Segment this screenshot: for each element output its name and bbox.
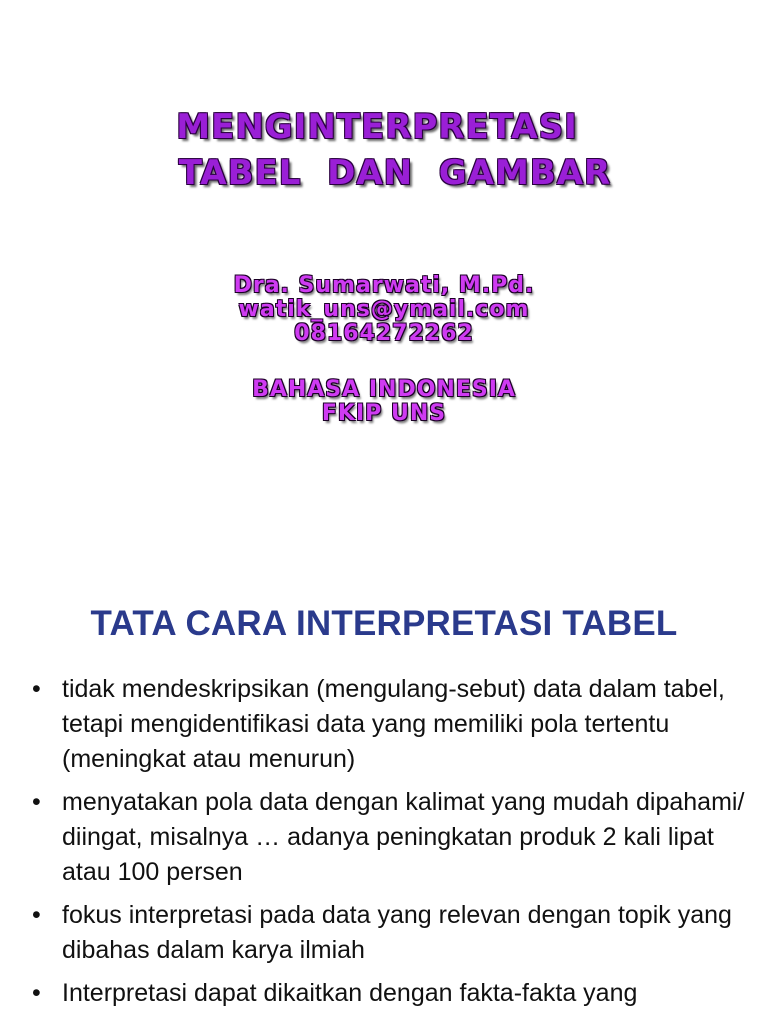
list-item [30,785,750,890]
content-slide-title: TATA CARA INTERPRETASI TABEL [90,604,678,643]
title-line-2: TABEL DAN GAMBAR [178,153,612,193]
bullet-text: Interpretasi dapat dikaitkan dengan fakta-fakta yang [62,979,638,1007]
bullet-text: menyatakan pola data dengan kalimat yang mudah dipahami/ diingat, misalnya … adanya peningkatan produk 2 kali lipat atau 100 persen [62,788,745,886]
author-phone: 08164272262 [294,321,474,346]
title-line-1: MENGINTERPRETASI [176,107,578,147]
slide-title [0,104,768,196]
list-item [30,672,750,777]
bullet-icon: • [32,901,41,929]
content-slide [0,576,768,1024]
bullet-icon: • [32,675,41,703]
bullet-text: tidak mendeskripsikan (mengulang-sebut) data dalam tabel, tetapi mengidentifikasi data yang memiliki pola tertentu (meningkat atau menurun) [62,675,725,773]
list-item [30,976,750,1011]
faculty-label: FKIP UNS [321,401,447,426]
author-info [0,274,768,426]
bullet-icon: • [32,979,41,1007]
bullet-list [30,672,750,1019]
bullet-text: fokus interpretasi pada data yang relevan dengan topik yang dibahas dalam karya ilmiah [62,901,732,964]
department-label: BAHASA INDONESIA [252,377,516,402]
author-email: watik_uns@ymail.com [238,297,530,322]
bullet-icon: • [32,788,41,816]
author-name: Dra. Sumarwati, M.Pd. [233,273,535,298]
list-item [30,898,750,968]
